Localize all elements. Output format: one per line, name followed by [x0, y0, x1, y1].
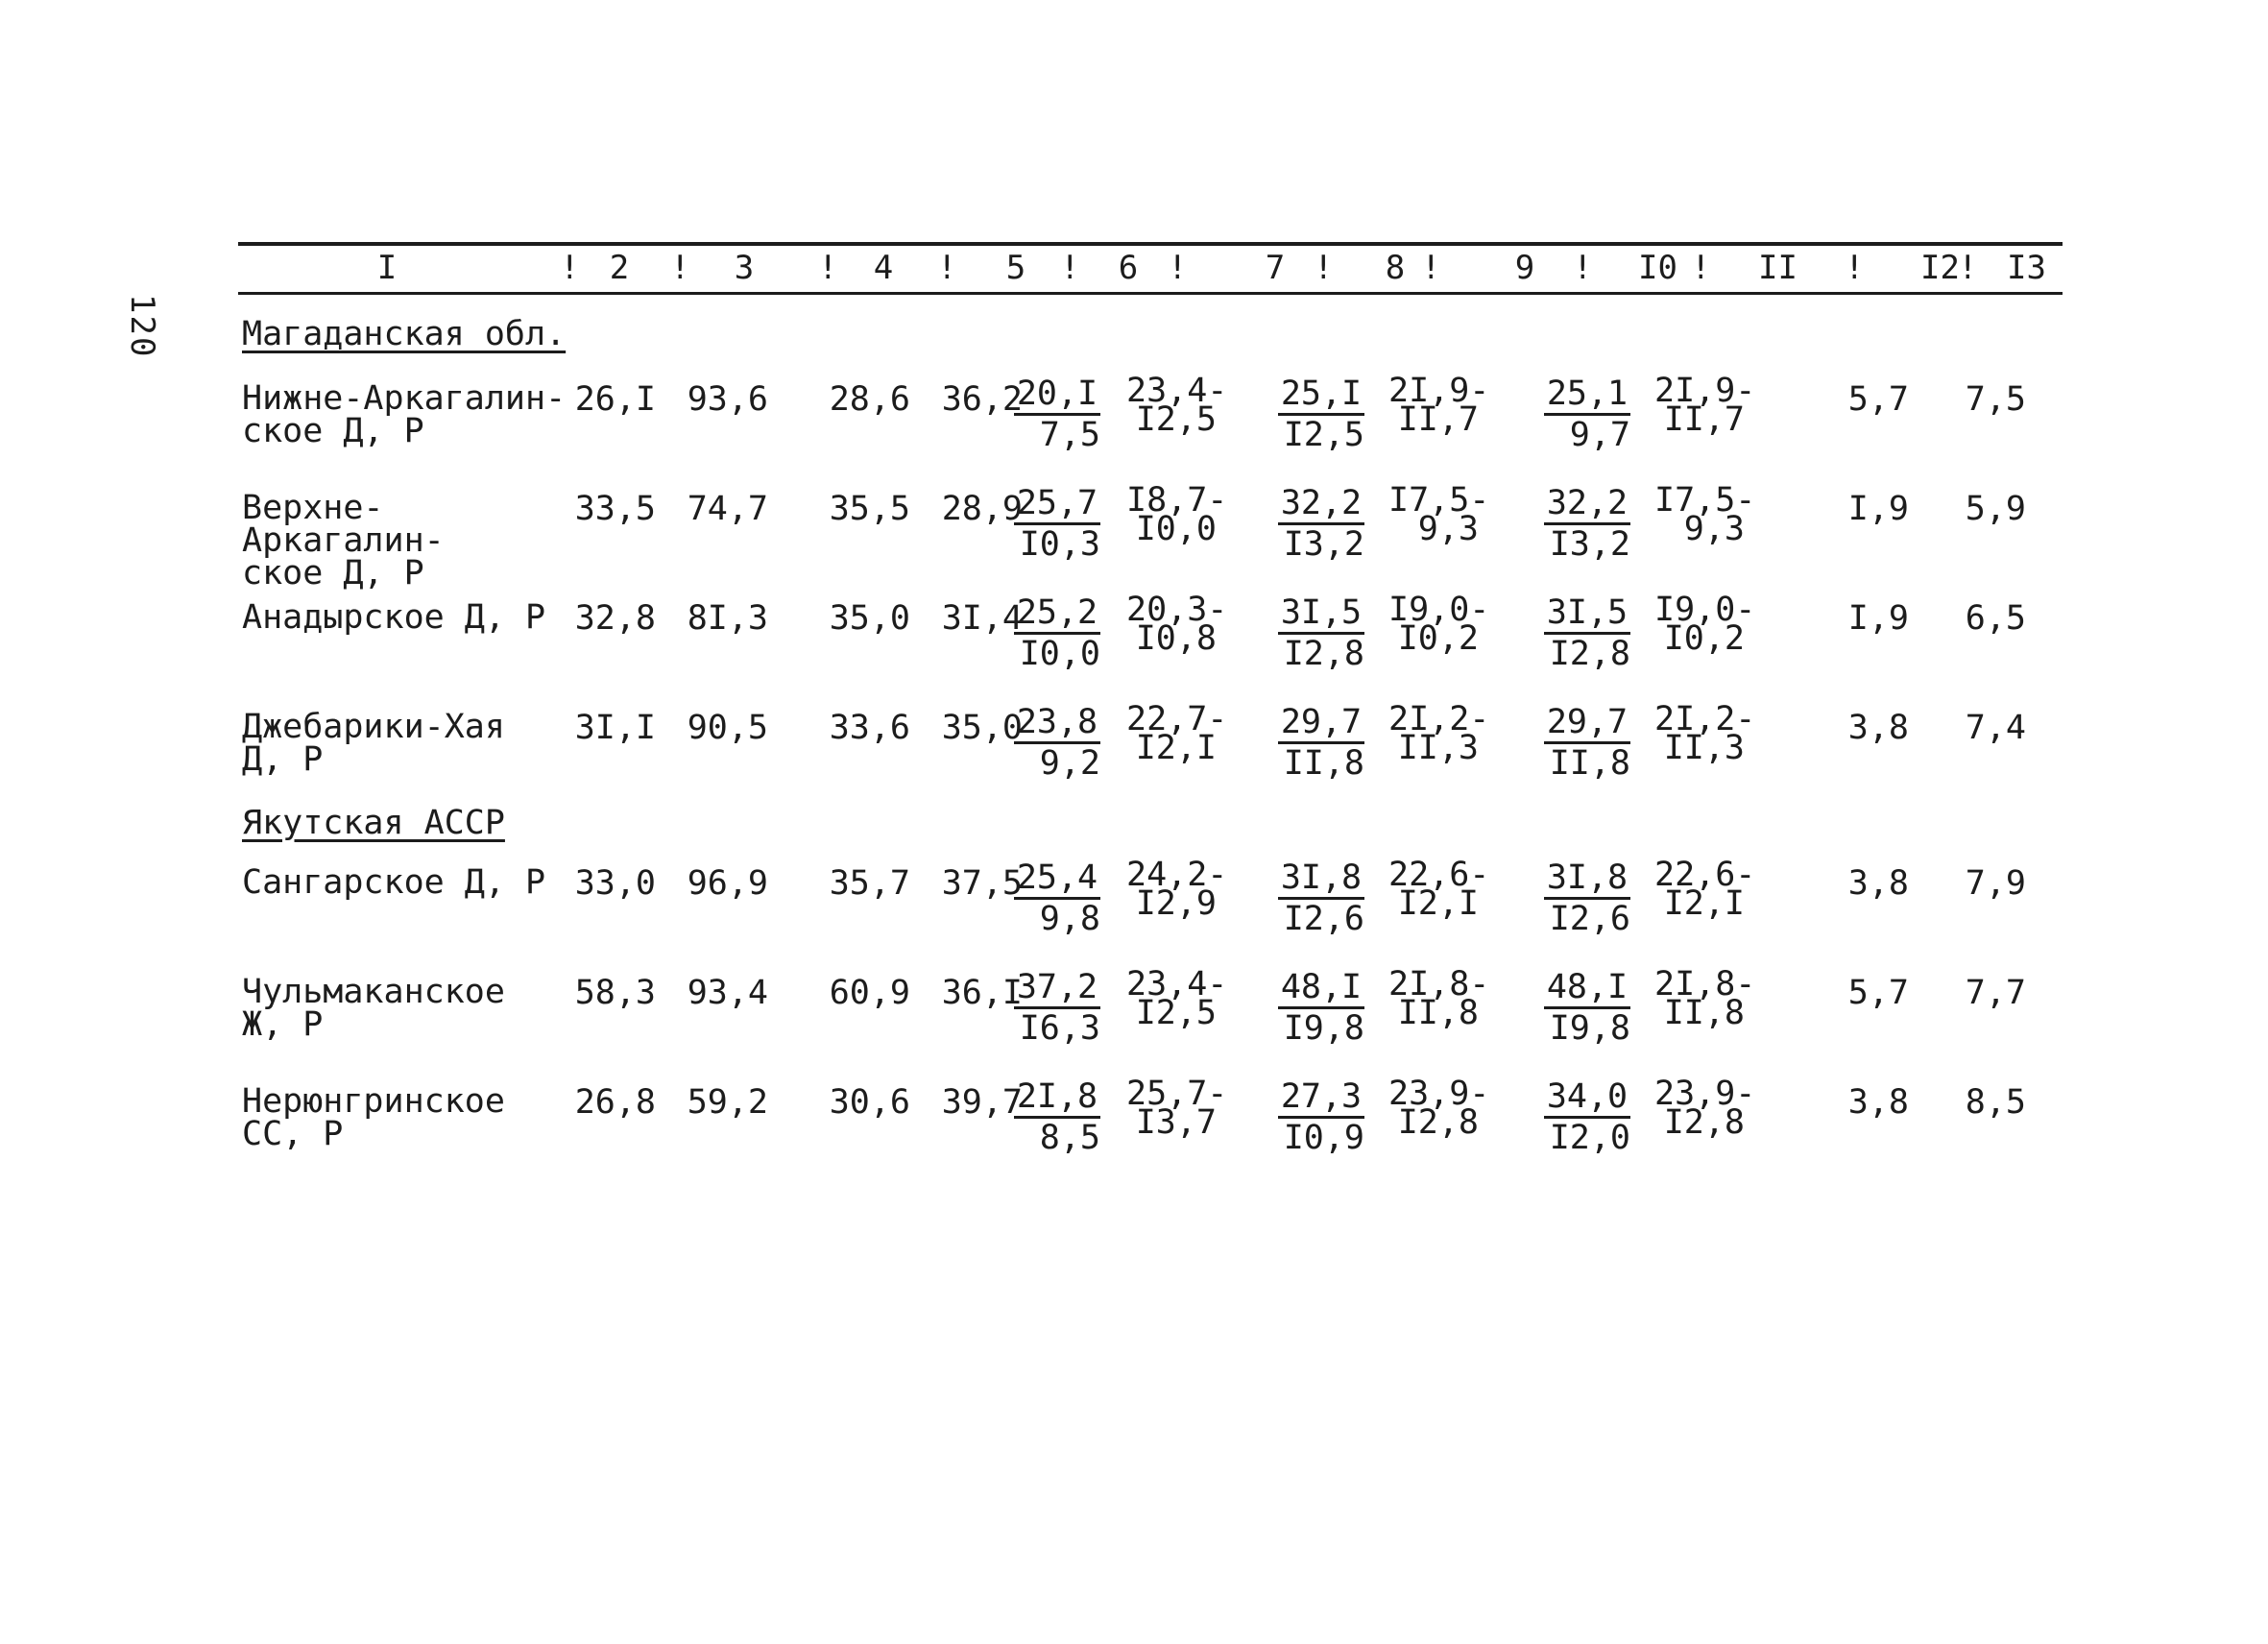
range-upper: 20,3-: [1126, 591, 1228, 629]
row-name-line: Нерюнгринское: [242, 1082, 505, 1121]
range-upper: 2I,8-: [1654, 965, 1756, 1003]
range-lower: II,8: [1397, 994, 1479, 1032]
cell-c5: 3I,4: [941, 599, 1023, 638]
cell-c7-range: [1126, 372, 1228, 439]
fraction-denominator: I9,8: [1283, 1009, 1364, 1048]
range-lower: I2,9: [1135, 884, 1217, 923]
cell-c12: 3,8: [1847, 709, 1909, 747]
range-upper: 2I,9-: [1654, 372, 1756, 410]
fraction-numerator: 2I,8: [1014, 1079, 1100, 1119]
fraction-denominator: 7,5: [1039, 416, 1100, 454]
fraction-numerator: 20,I: [1014, 376, 1100, 416]
cell-c5: 36,2: [941, 380, 1023, 419]
cell-c13: 7,5: [1965, 380, 2026, 419]
cell-c7-range: [1126, 1075, 1228, 1142]
fraction-denominator: 9,7: [1569, 416, 1630, 454]
range-upper: 2I,9-: [1388, 372, 1490, 410]
range-lower: I3,7: [1135, 1103, 1217, 1142]
fraction-denominator: I2,6: [1549, 900, 1630, 938]
header-col-3: 3: [734, 249, 755, 287]
range-upper: 23,9-: [1654, 1075, 1756, 1113]
cell-c7-range: [1126, 856, 1228, 923]
range-lower: 9,3: [1417, 510, 1479, 548]
cell-c8-fraction: [1278, 486, 1364, 562]
fraction-numerator: 25,2: [1014, 595, 1100, 635]
row-name: [242, 708, 568, 779]
fraction-numerator: 29,7: [1278, 705, 1364, 744]
cell-c6-fraction: [1014, 970, 1100, 1046]
range-upper: 24,2-: [1126, 856, 1228, 894]
cell-c7-range: [1126, 481, 1228, 548]
range-lower: I2,I: [1397, 884, 1479, 923]
fraction-denominator: 9,8: [1039, 900, 1100, 938]
cell-c11-range: [1654, 1075, 1756, 1142]
range-lower: I0,8: [1135, 619, 1217, 658]
fraction-denominator: I9,8: [1549, 1009, 1630, 1048]
row-name-line: Д, Р: [242, 740, 324, 779]
range-lower: I2,I: [1663, 884, 1745, 923]
range-upper: 22,6-: [1654, 856, 1756, 894]
fraction-denominator: I2,5: [1283, 416, 1364, 454]
row-name-line: СС, Р: [242, 1115, 344, 1153]
range-upper: 2I,2-: [1654, 700, 1756, 738]
range-upper: 22,7-: [1126, 700, 1228, 738]
fraction-numerator: 27,3: [1278, 1079, 1364, 1119]
range-upper: I7,5-: [1654, 481, 1756, 520]
fraction-denominator: I2,8: [1549, 635, 1630, 673]
cell-c7-range: [1126, 965, 1228, 1032]
cell-c4: 30,6: [829, 1083, 910, 1122]
row-name-line: Сангарское Д, Р: [242, 863, 546, 902]
range-upper: 2I,8-: [1388, 965, 1490, 1003]
range-upper: I8,7-: [1126, 481, 1228, 520]
range-upper: I9,0-: [1654, 591, 1756, 629]
range-upper: I7,5-: [1388, 481, 1490, 520]
header-col-11: II: [1758, 249, 1798, 287]
cell-c12: I,9: [1847, 599, 1909, 638]
cell-c10-fraction: [1544, 970, 1630, 1046]
cell-c6-fraction: [1014, 486, 1100, 562]
cell-c5: 36,I: [941, 974, 1023, 1012]
cell-c10-fraction: [1544, 376, 1630, 452]
row-name: [242, 863, 568, 902]
cell-c10-fraction: [1544, 486, 1630, 562]
row-name: [242, 973, 568, 1044]
range-lower: I2,I: [1135, 729, 1217, 767]
header-separator: !: [560, 249, 580, 287]
cell-c3: 96,9: [687, 864, 768, 903]
cell-c10-fraction: [1544, 860, 1630, 936]
range-lower: II,8: [1663, 994, 1745, 1032]
header-separator: !: [1573, 249, 1593, 287]
cell-c11-range: [1654, 372, 1756, 439]
page-number: 120: [123, 294, 161, 359]
cell-c6-fraction: [1014, 860, 1100, 936]
header-separator: !: [818, 249, 838, 287]
fraction-denominator: I3,2: [1283, 525, 1364, 564]
fraction-numerator: 29,7: [1544, 705, 1630, 744]
table-top-rule: [238, 242, 2063, 246]
cell-c5: 39,7: [941, 1083, 1023, 1122]
cell-c4: 28,6: [829, 380, 910, 419]
fraction-denominator: II,8: [1549, 744, 1630, 783]
cell-c13: 6,5: [1965, 599, 2026, 638]
cell-c8-fraction: [1278, 705, 1364, 781]
cell-c3: 90,5: [687, 709, 768, 747]
fraction-numerator: 25,4: [1014, 860, 1100, 900]
range-upper: 22,6-: [1388, 856, 1490, 894]
header-separator: !: [1958, 249, 1978, 287]
header-separator: !: [1168, 249, 1188, 287]
cell-c9-range: [1388, 700, 1490, 767]
fraction-denominator: I6,3: [1019, 1009, 1100, 1048]
fraction-numerator: 48,I: [1544, 970, 1630, 1009]
cell-c6-fraction: [1014, 376, 1100, 452]
range-lower: I2,8: [1663, 1103, 1745, 1142]
header-separator: !: [1060, 249, 1080, 287]
fraction-numerator: 3I,8: [1278, 860, 1364, 900]
range-lower: I2,5: [1135, 400, 1217, 439]
fraction-denominator: 9,2: [1039, 744, 1100, 783]
range-lower: II,7: [1663, 400, 1745, 439]
cell-c9-range: [1388, 372, 1490, 439]
fraction-denominator: II,8: [1283, 744, 1364, 783]
range-lower: I2,8: [1397, 1103, 1479, 1142]
fraction-denominator: 8,5: [1039, 1119, 1100, 1157]
cell-c11-range: [1654, 591, 1756, 658]
cell-c13: 7,4: [1965, 709, 2026, 747]
header-bottom-rule: [238, 292, 2063, 295]
cell-c7-range: [1126, 700, 1228, 767]
cell-c10-fraction: [1544, 595, 1630, 671]
range-lower: II,3: [1663, 729, 1745, 767]
cell-c4: 60,9: [829, 974, 910, 1012]
range-lower: I2,5: [1135, 994, 1217, 1032]
fraction-denominator: I0,3: [1019, 525, 1100, 564]
cell-c3: 8I,3: [687, 599, 768, 638]
header-col-13: I3: [2007, 249, 2046, 287]
fraction-numerator: 25,1: [1544, 376, 1630, 416]
cell-c6-fraction: [1014, 705, 1100, 781]
row-name-line: Ж, Р: [242, 1005, 324, 1044]
cell-c9-range: [1388, 1075, 1490, 1142]
header-col-4: 4: [873, 249, 894, 287]
header-col-9: 9: [1514, 249, 1535, 287]
fraction-numerator: 3I,5: [1544, 595, 1630, 635]
range-upper: 2I,2-: [1388, 700, 1490, 738]
row-name-line: Верхне-Аркагалин-: [242, 489, 445, 560]
fraction-numerator: 37,2: [1014, 970, 1100, 1009]
cell-c6-fraction: [1014, 1079, 1100, 1155]
header-separator: !: [1845, 249, 1865, 287]
cell-c7-range: [1126, 591, 1228, 658]
cell-c11-range: [1654, 700, 1756, 767]
section-title: Магаданская обл.: [242, 315, 567, 353]
cell-c2: 33,5: [574, 490, 656, 528]
header-separator: !: [937, 249, 957, 287]
cell-c2: 26,8: [574, 1083, 656, 1122]
header-separator: !: [1691, 249, 1711, 287]
fraction-numerator: 25,7: [1014, 486, 1100, 525]
cell-c10-fraction: [1544, 705, 1630, 781]
cell-c9-range: [1388, 856, 1490, 923]
cell-c3: 93,4: [687, 974, 768, 1012]
range-lower: I0,2: [1663, 619, 1745, 658]
fraction-denominator: I2,6: [1283, 900, 1364, 938]
cell-c5: 35,0: [941, 709, 1023, 747]
cell-c8-fraction: [1278, 1079, 1364, 1155]
cell-c4: 35,0: [829, 599, 910, 638]
cell-c13: 7,9: [1965, 864, 2026, 903]
cell-c13: 7,7: [1965, 974, 2026, 1012]
header-col-8: 8: [1385, 249, 1406, 287]
cell-c3: 74,7: [687, 490, 768, 528]
cell-c12: 5,7: [1847, 380, 1909, 419]
cell-c8-fraction: [1278, 595, 1364, 671]
cell-c11-range: [1654, 965, 1756, 1032]
cell-c3: 59,2: [687, 1083, 768, 1122]
cell-c10-fraction: [1544, 1079, 1630, 1155]
row-name: [242, 489, 568, 592]
fraction-denominator: I3,2: [1549, 525, 1630, 564]
cell-c8-fraction: [1278, 376, 1364, 452]
cell-c13: 8,5: [1965, 1083, 2026, 1122]
cell-c8-fraction: [1278, 860, 1364, 936]
row-name-line: ское Д, Р: [242, 554, 424, 592]
row-name-line: Нижне-Аркагалин-: [242, 379, 567, 418]
cell-c9-range: [1388, 481, 1490, 548]
row-name-line: ское Д, Р: [242, 412, 424, 450]
cell-c12: 3,8: [1847, 864, 1909, 903]
range-upper: 23,4-: [1126, 372, 1228, 410]
cell-c2: 32,8: [574, 599, 656, 638]
cell-c8-fraction: [1278, 970, 1364, 1046]
fraction-numerator: 48,I: [1278, 970, 1364, 1009]
cell-c5: 28,9: [941, 490, 1023, 528]
range-lower: 9,3: [1683, 510, 1745, 548]
cell-c3: 93,6: [687, 380, 768, 419]
cell-c9-range: [1388, 965, 1490, 1032]
cell-c9-range: [1388, 591, 1490, 658]
fraction-numerator: 3I,8: [1544, 860, 1630, 900]
cell-c11-range: [1654, 481, 1756, 548]
section-title: Якутская АССР: [242, 804, 505, 842]
range-lower: I0,2: [1397, 619, 1479, 658]
range-lower: I0,0: [1135, 510, 1217, 548]
cell-c2: 26,I: [574, 380, 656, 419]
fraction-numerator: 3I,5: [1278, 595, 1364, 635]
range-lower: II,3: [1397, 729, 1479, 767]
cell-c6-fraction: [1014, 595, 1100, 671]
fraction-denominator: I0,0: [1019, 635, 1100, 673]
cell-c2: 3I,I: [574, 709, 656, 747]
fraction-denominator: I0,9: [1283, 1119, 1364, 1157]
cell-c4: 35,5: [829, 490, 910, 528]
header-separator: !: [1421, 249, 1441, 287]
header-col-1: I: [376, 249, 398, 287]
range-upper: 23,4-: [1126, 965, 1228, 1003]
fraction-denominator: I2,8: [1283, 635, 1364, 673]
fraction-numerator: 23,8: [1014, 705, 1100, 744]
header-col-7: 7: [1265, 249, 1286, 287]
fraction-numerator: 32,2: [1278, 486, 1364, 525]
cell-c12: 5,7: [1847, 974, 1909, 1012]
row-name-line: Джебарики-Хая: [242, 708, 505, 746]
header-separator: !: [670, 249, 690, 287]
range-upper: I9,0-: [1388, 591, 1490, 629]
cell-c4: 35,7: [829, 864, 910, 903]
row-name: [242, 1082, 568, 1153]
header-col-10: I0: [1638, 249, 1677, 287]
header-separator: !: [1314, 249, 1334, 287]
header-col-2: 2: [609, 249, 630, 287]
cell-c11-range: [1654, 856, 1756, 923]
header-col-5: 5: [1005, 249, 1026, 287]
row-name-line: Чульмаканское: [242, 973, 505, 1011]
range-upper: 23,9-: [1388, 1075, 1490, 1113]
header-col-12: I2: [1920, 249, 1960, 287]
cell-c2: 58,3: [574, 974, 656, 1012]
fraction-denominator: I2,0: [1549, 1119, 1630, 1157]
header-col-6: 6: [1118, 249, 1139, 287]
cell-c13: 5,9: [1965, 490, 2026, 528]
cell-c12: I,9: [1847, 490, 1909, 528]
fraction-numerator: 32,2: [1544, 486, 1630, 525]
cell-c5: 37,5: [941, 864, 1023, 903]
row-name: [242, 379, 568, 450]
cell-c4: 33,6: [829, 709, 910, 747]
cell-c12: 3,8: [1847, 1083, 1909, 1122]
cell-c2: 33,0: [574, 864, 656, 903]
row-name: [242, 598, 568, 637]
fraction-numerator: 34,0: [1544, 1079, 1630, 1119]
range-upper: 25,7-: [1126, 1075, 1228, 1113]
range-lower: II,7: [1397, 400, 1479, 439]
row-name-line: Анадырское Д, Р: [242, 598, 546, 637]
fraction-numerator: 25,I: [1278, 376, 1364, 416]
